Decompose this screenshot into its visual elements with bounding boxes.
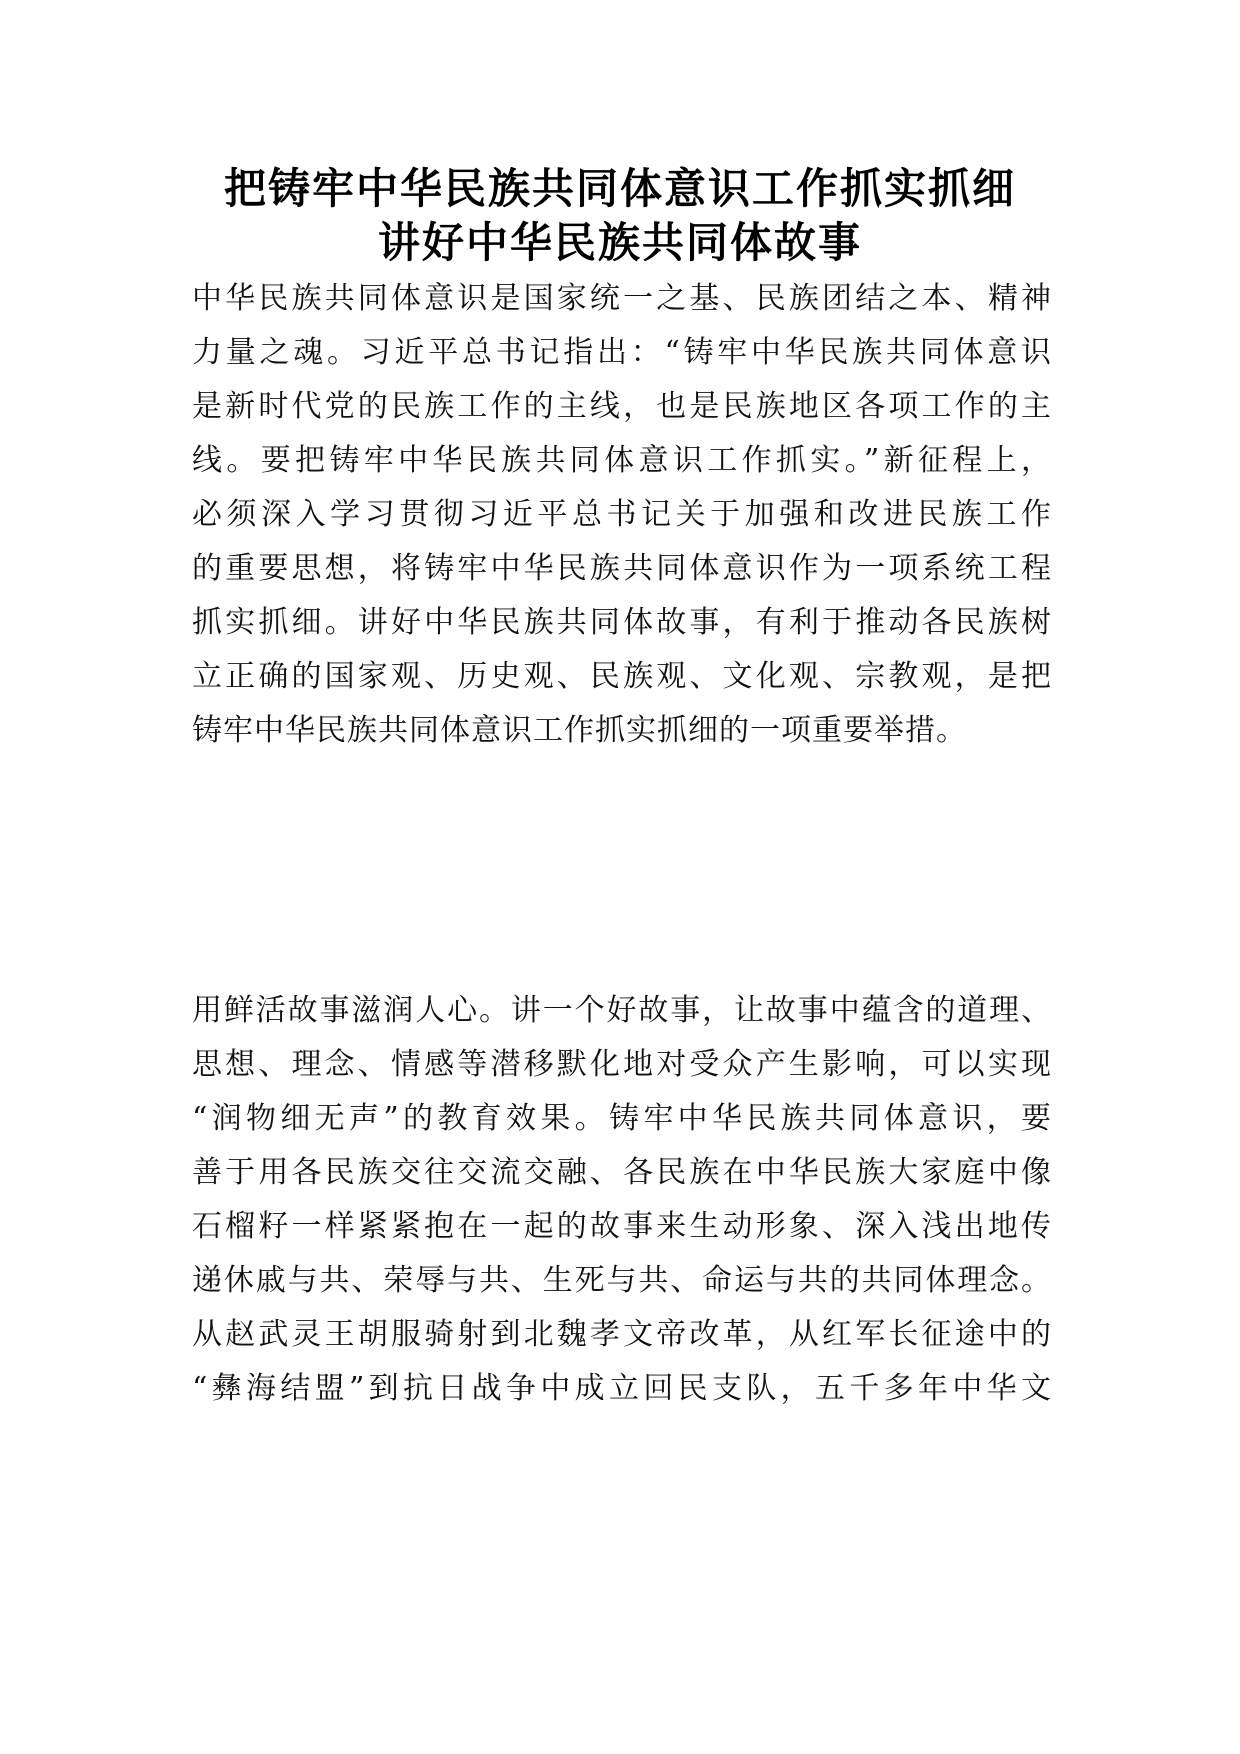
paragraph-line: 抓实抓细。讲好中华民族共同体故事，有利于推动各民族树 [192, 605, 1052, 640]
paragraph-intro [192, 272, 1052, 758]
paragraph-line: 立正确的国家观、历史观、民族观、文化观、宗教观，是把 [192, 659, 1052, 694]
paragraph-line: 石榴籽一样紧紧抱在一起的故事来生动形象、深入浅出地传 [192, 1209, 1052, 1244]
paragraph-line: 的重要思想，将铸牢中华民族共同体意识作为一项系统工程 [192, 551, 1052, 586]
paragraph-line: 中华民族共同体意识是国家统一之基、民族团结之本、精神 [192, 281, 1052, 316]
paragraph-line: “彝海结盟”到抗日战争中成立回民支队，五千多年中华文 [192, 1371, 1052, 1406]
paragraph-line: 从赵武灵王胡服骑射到北魏孝文帝改革，从红军长征途中的 [192, 1317, 1052, 1352]
subtitle-line: 讲好中华民族共同体故事 [377, 218, 862, 267]
paragraph-stories [192, 984, 1052, 1416]
paragraph-line: 铸牢中华民族共同体意识工作抓实抓细的一项重要举措。 [192, 713, 967, 748]
paragraph-line: 思想、理念、情感等潜移默化地对受众产生影响，可以实现 [192, 1047, 1052, 1082]
paragraph-line: “润物细无声”的教育效果。铸牢中华民族共同体意识，要 [192, 1101, 1052, 1136]
paragraph-line: 是新时代党的民族工作的主线，也是民族地区各项工作的主 [192, 389, 1052, 424]
paragraph-line: 递休戚与共、荣辱与共、生死与共、命运与共的共同体理念。 [192, 1263, 1052, 1298]
paragraph-line: 善于用各民族交往交流交融、各民族在中华民族大家庭中像 [192, 1155, 1052, 1190]
title-line: 把铸牢中华民族共同体意识工作抓实抓细 [223, 164, 1016, 213]
paragraph-line: 必须深入学习贯彻习近平总书记关于加强和改进民族工作 [192, 497, 1052, 532]
paragraph-line: 用鲜活故事滋润人心。讲一个好故事，让故事中蕴含的道理、 [192, 993, 1052, 1028]
document-title [0, 162, 1240, 270]
paragraph-line: 线。要把铸牢中华民族共同体意识工作抓实。”新征程上， [192, 443, 1052, 478]
paragraph-line: 力量之魂。习近平总书记指出：“铸牢中华民族共同体意识 [192, 335, 1052, 370]
